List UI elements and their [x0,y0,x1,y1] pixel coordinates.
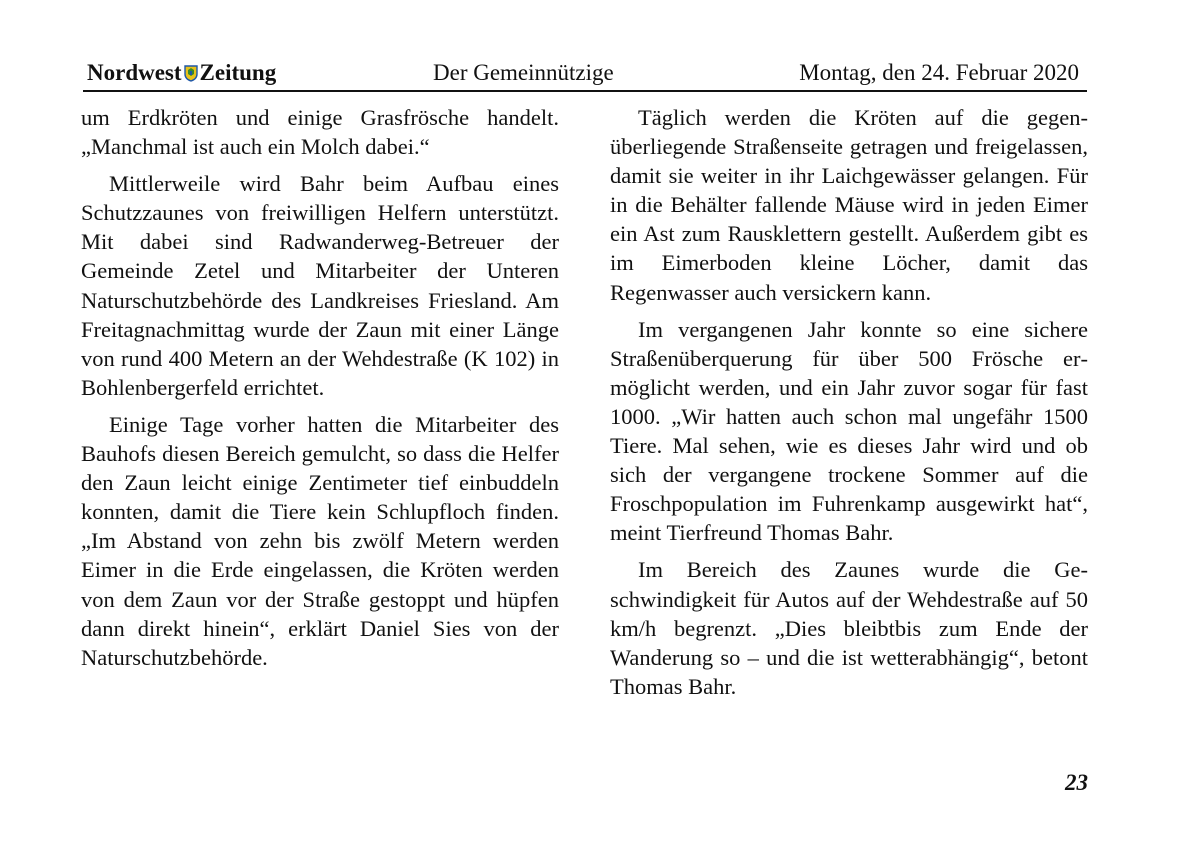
page-header [83,56,1087,92]
paragraph: Täglich werden die Kröten auf die gegenüberliegende Straßenseite getragen und freigelassen, damit sie weiter in ihr Laichgewässer gelangen. Für in die Behälter fallende Mäuse wird in jeden Eimer ein Ast zum Rausklettern gestellt. Außerdem gibt es im Eimerboden kleine Löcher, damit das Regenwasser auch versickern kann. [610,105,1088,305]
page-number: 23 [1065,770,1088,795]
paragraph: um Erdkröten und einige Grasfrösche handelt. „Manchmal ist auch ein Molch dabei.“ [81,105,559,160]
right-text-column [610,103,1088,709]
paragraph: Im Bereich des Zaunes wurde die Geschwindigkeit für Autos auf der Wehdestraße auf 50 km/h begrenzt. „Dies bleibtbis zum Ende der Wanderung so – und die ist wetterabhängig“, betont Thomas Bahr. [610,557,1088,699]
paragraph: Im vergangenen Jahr konnte so eine sichere Straßenüberquerung für über 500 Frösche ermöglicht werden, und ein Jahr zuvor sogar für fast 1000. „Wir hatten auch schon mal ungefähr 1500 Tiere. Mal sehen, wie es dieses Jahr wird und ob sich der vergangene trockene Sommer auf die Froschpopulation im Fuhrenkamp ausgewirkt hat“, meint Tierfreund Thomas Bahr. [610,316,1088,546]
masthead-right-word: Zeitung [199,60,277,85]
masthead-left-word: Nordwest [87,60,182,85]
left-text-column [81,103,559,680]
issue-date: Montag, den 24. Februar 2020 [799,60,1079,85]
paragraph: Einige Tage vorher hatten die Mitarbeiter des Bauhofs diesen Bereich gemulcht, so dass die Helfer den Zaun leicht einige Zentimeter tief einbuddeln konnten, damit die Tiere kein Schlupfloch finden. „Im Abstand von zehn bis zwölf Metern werden Eimer in die Erde eingelassen, die Kröten werden von dem Zaun vor der Straße gestoppt und hüpfen dann direkt hinein“, erklärt Daniel Sies von der Naturschutzbehörde. [81,411,559,670]
newspaper-masthead [87,60,276,86]
publication-subtitle: Der Gemeinnützige [433,60,614,85]
paragraph: Mittlerweile wird Bahr beim Aufbau eines Schutzzaunes von freiwilligen Helfern unterstützt. Mit dabei sind Radwanderweg-Betreuer der Gemeinde Zetel und Mitarbeiter der Unteren Naturschutzbehörde des Landkreises Friesland. Am Freitagnachmittag wurde der Zaun mit einer Länge von rund 400 Metern an der Wehdestraße (K 102) in Bohlenbergerfeld errichtet. [81,171,559,400]
coat-of-arms-icon [184,65,198,82]
